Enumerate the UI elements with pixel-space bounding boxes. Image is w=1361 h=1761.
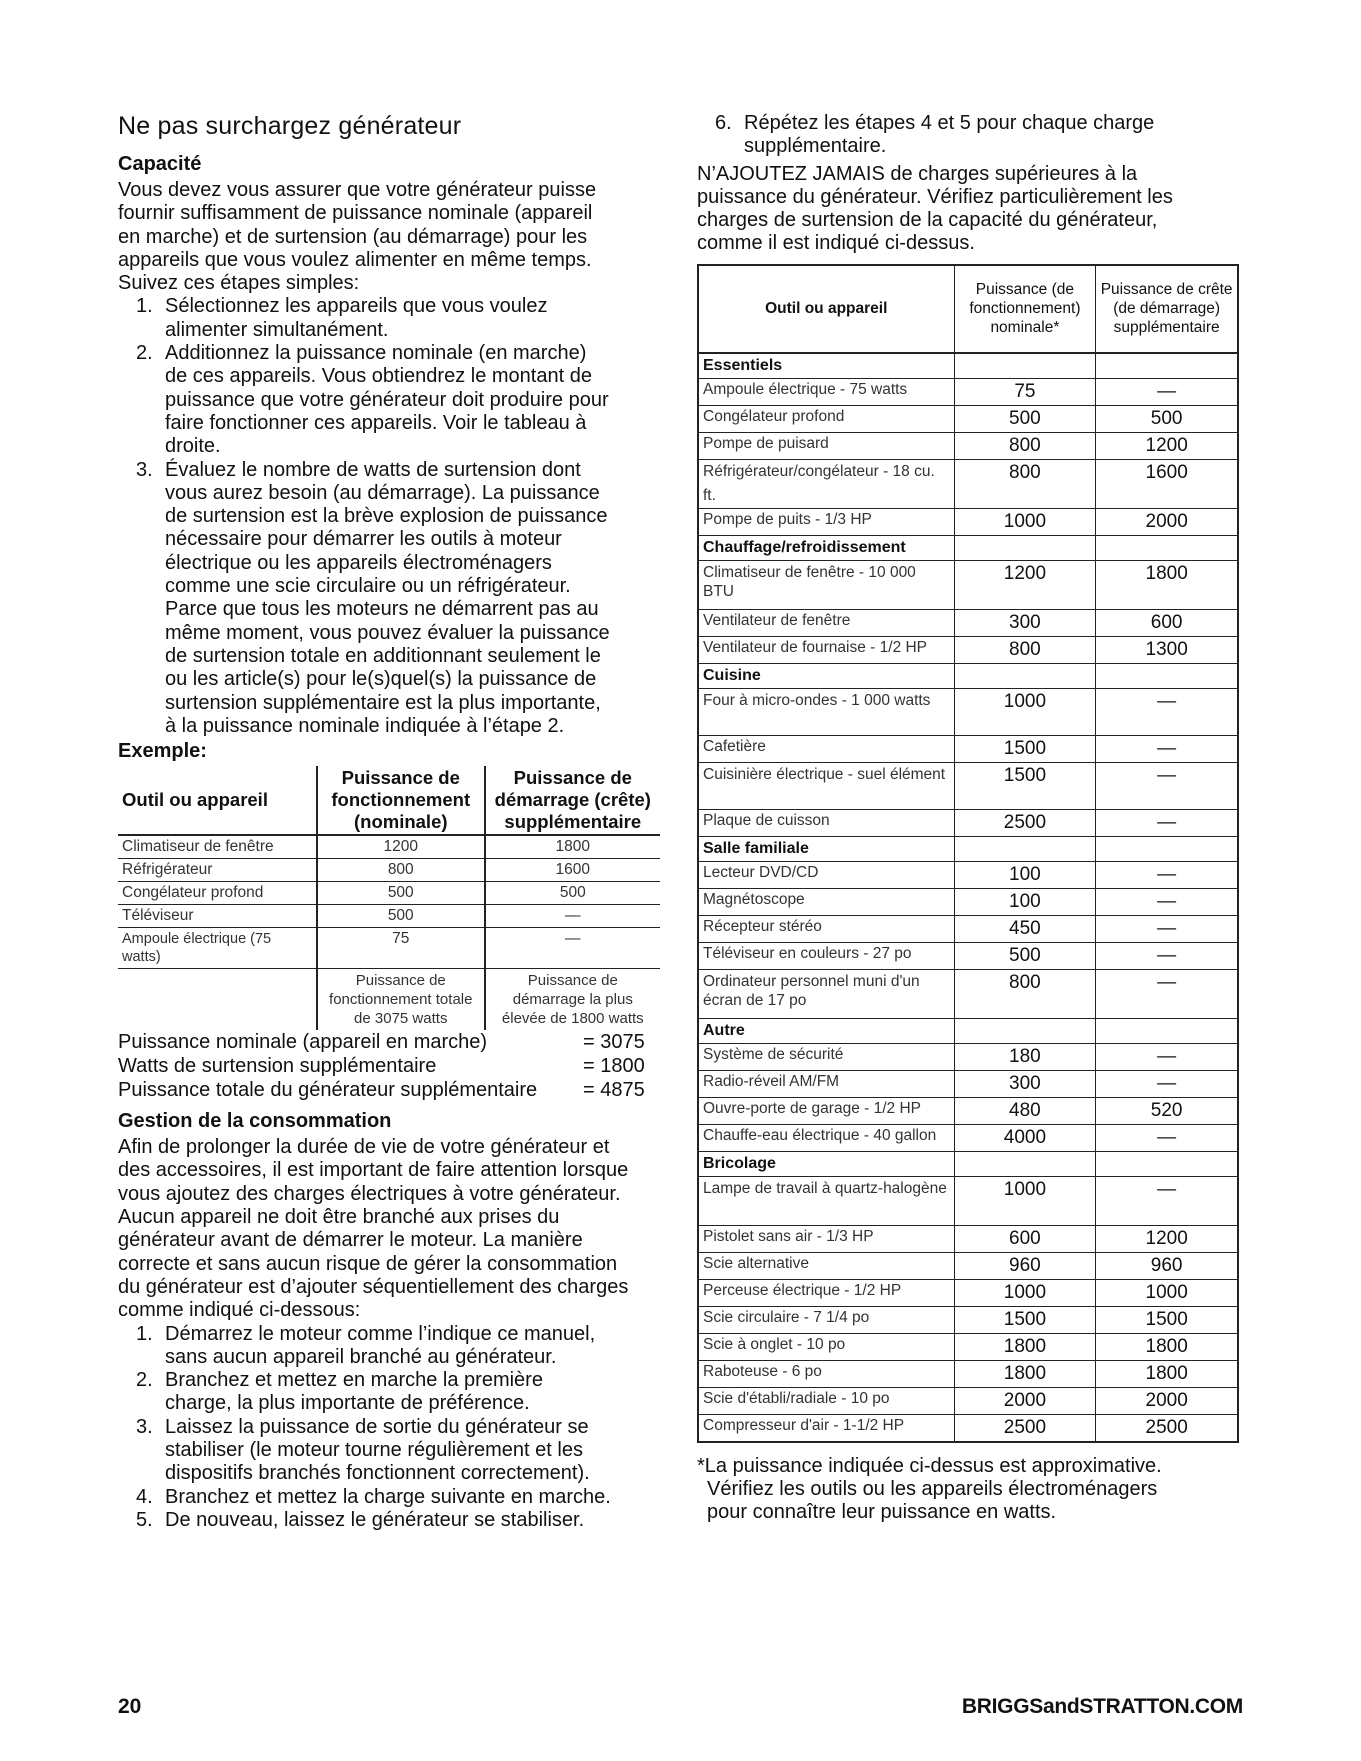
starting-watts-cell: 600: [1096, 609, 1238, 636]
starting-watts-cell: —: [1096, 969, 1238, 1018]
section-title: Ne pas surchargez générateur: [118, 112, 462, 140]
summary-label: Watts de surtension supplémentaire: [118, 1055, 437, 1078]
running-watts-cell: 800: [954, 636, 1096, 663]
text-line: appareils que vous voulez alimenter en même temps.: [118, 248, 592, 271]
text-line: charges de surtension de la capacité du générateur,: [697, 209, 1158, 232]
text-line: comme il est indiqué ci-dessus.: [697, 232, 975, 255]
table-row: [698, 609, 1238, 636]
category-label: Chauffage/refroidissement: [698, 535, 954, 560]
running-watts-cell: 500: [317, 882, 485, 905]
step-item: [118, 459, 663, 739]
summary-value: = 3075: [583, 1031, 645, 1054]
empty-cell: [1096, 663, 1238, 688]
running-watts-cell: 2500: [954, 1414, 1096, 1442]
step-item: [118, 1486, 663, 1509]
step-number: 2.: [136, 342, 153, 365]
empty-cell: [954, 663, 1096, 688]
text-line: Afin de prolonger la durée de vie de votre générateur et: [118, 1136, 610, 1159]
starting-watts-cell: —: [1096, 888, 1238, 915]
text-line: Additionnez la puissance nominale (en marche): [165, 342, 587, 365]
empty-cell: [954, 836, 1096, 861]
appliance-cell: Pistolet sans air - 1/3 HP: [698, 1225, 954, 1252]
running-watts-cell: 1000: [954, 1279, 1096, 1306]
appliance-cell: Téléviseur en couleurs - 27 po: [698, 942, 954, 969]
table-row: [118, 859, 660, 882]
starting-watts-cell: —: [1096, 942, 1238, 969]
appliance-cell: Ventilateur de fenêtre: [698, 609, 954, 636]
running-watts-cell: 800: [954, 969, 1096, 1018]
step-item: [118, 1369, 663, 1416]
appliance-cell: Ampoule électrique (75 watts): [118, 928, 317, 969]
starting-watts-cell: —: [1096, 378, 1238, 405]
table-row: [698, 1387, 1238, 1414]
appliance-cell: Scie à onglet - 10 po: [698, 1333, 954, 1360]
appliance-cell: Radio-réveil AM/FM: [698, 1070, 954, 1097]
starting-watts-cell: —: [1096, 809, 1238, 836]
table-row: [698, 1043, 1238, 1070]
text-line: de surtension totale en additionnant seulement le: [165, 644, 601, 667]
appliance-cell: Scie circulaire - 7 1/4 po: [698, 1306, 954, 1333]
table-body: [698, 353, 1238, 1442]
management-paragraph: [118, 1136, 663, 1322]
table-row: [698, 1360, 1238, 1387]
starting-watts-cell: —: [1096, 1124, 1238, 1151]
appliance-cell: Compresseur d'air - 1-1/2 HP: [698, 1414, 954, 1442]
category-label: Cuisine: [698, 663, 954, 688]
category-label: Salle familiale: [698, 836, 954, 861]
text-line: charge, la plus importante de préférence.: [165, 1392, 530, 1415]
appliance-cell: Scie d'établi/radiale - 10 po: [698, 1387, 954, 1414]
text-line: à la puissance nominale indiquée à l’étape 2.: [165, 714, 565, 737]
appliance-cell: Perceuse électrique - 1/2 HP: [698, 1279, 954, 1306]
appliance-cell: Magnétoscope: [698, 888, 954, 915]
table-row: [698, 735, 1238, 762]
starting-watts-cell: —: [1096, 861, 1238, 888]
table-row: [698, 888, 1238, 915]
appliance-cell: Réfrigérateur: [118, 859, 317, 882]
starting-watts-cell: 500: [485, 882, 660, 905]
summary-label: Puissance nominale (appareil en marche): [118, 1031, 488, 1054]
empty-cell: [1096, 353, 1238, 379]
running-watts-cell: 300: [954, 1070, 1096, 1097]
table-row: [698, 969, 1238, 1018]
starting-watts-cell: 1000: [1096, 1279, 1238, 1306]
category-row: [698, 663, 1238, 688]
text-line: Vérifiez les outils ou les appareils électroménagers: [707, 1477, 1158, 1500]
text-line: vous ajoutez des charges électriques à votre générateur.: [118, 1182, 621, 1205]
appliance-cell: Cuisinière électrique - suel élément: [698, 762, 954, 809]
starting-watts-cell: 520: [1096, 1097, 1238, 1124]
empty-cell: [954, 1018, 1096, 1043]
starting-watts-cell: 2500: [1096, 1414, 1238, 1442]
running-watts-cell: 300: [954, 609, 1096, 636]
table-row: [698, 861, 1238, 888]
table-header-row: [698, 265, 1238, 353]
starting-watts-cell: —: [485, 928, 660, 969]
running-watts-cell: 75: [954, 378, 1096, 405]
starting-watts-cell: —: [1096, 1176, 1238, 1225]
appliance-cell: Pompe de puits - 1/3 HP: [698, 508, 954, 535]
running-watts-cell: 1500: [954, 762, 1096, 809]
text-line: générateur avant de démarrer le moteur. La manière: [118, 1229, 583, 1252]
appliance-cell: Climatiseur de fenêtre - 10 000 BTU: [698, 560, 954, 609]
text-line: même moment, vous pouvez évaluer la puissance: [165, 621, 610, 644]
running-watts-cell: 180: [954, 1043, 1096, 1070]
running-watts-cell: 500: [954, 405, 1096, 432]
starting-watts-cell: 2000: [1096, 1387, 1238, 1414]
appliance-cell: Pompe de puisard: [698, 432, 954, 459]
text-line: droite.: [165, 435, 221, 458]
appliance-cell: Congélateur profond: [698, 405, 954, 432]
capacity-steps: [118, 295, 663, 738]
category-row: [698, 353, 1238, 379]
text-line: Laissez la puissance de sortie du générateur se: [165, 1415, 589, 1438]
text-line: Évaluez le nombre de watts de surtension dont: [165, 458, 581, 481]
continued-steps: [697, 112, 1242, 159]
table-row: [118, 928, 660, 969]
text-line: Démarrez le moteur comme l’indique ce manuel,: [165, 1322, 596, 1345]
running-watts-cell: 800: [954, 459, 1096, 508]
step-item: [118, 1416, 663, 1486]
starting-watts-cell: —: [485, 905, 660, 928]
table-row: [698, 1225, 1238, 1252]
text-line: du générateur est d’ajouter séquentiellement des charges: [118, 1275, 629, 1298]
text-line: supplémentaire.: [744, 135, 887, 158]
starting-watts-cell: —: [1096, 915, 1238, 942]
step-item: [697, 112, 1242, 159]
total-running-cell: Puissance de fonctionnement totale de 3075 watts: [317, 969, 485, 1031]
appliance-cell: Lecteur DVD/CD: [698, 861, 954, 888]
starting-watts-cell: 2000: [1096, 508, 1238, 535]
text-line: N’AJOUTEZ JAMAIS de charges supérieures à la: [697, 162, 1138, 185]
empty-cell: [1096, 1018, 1238, 1043]
management-steps: [118, 1323, 663, 1533]
empty-cell: [954, 353, 1096, 379]
appliance-cell: Ouvre-porte de garage - 1/2 HP: [698, 1097, 954, 1124]
appliance-cell: Téléviseur: [118, 905, 317, 928]
example-heading: Exemple:: [118, 740, 207, 763]
appliance-cell: Ampoule électrique - 75 watts: [698, 378, 954, 405]
table-row: [698, 459, 1238, 508]
column-header: Puissance de crête (de démarrage) supplémentaire: [1096, 265, 1238, 353]
empty-cell: [118, 969, 317, 1031]
text-line: De nouveau, laissez le générateur se stabiliser.: [165, 1508, 585, 1531]
text-line: Répétez les étapes 4 et 5 pour chaque charge: [744, 112, 1155, 134]
text-line: dispositifs branchés fonctionnent correctement).: [165, 1462, 590, 1485]
starting-watts-cell: 1800: [485, 835, 660, 859]
empty-cell: [1096, 535, 1238, 560]
appliance-cell: Système de sécurité: [698, 1043, 954, 1070]
starting-watts-cell: —: [1096, 762, 1238, 809]
text-line: Aucun appareil ne doit être branché aux prises du: [118, 1206, 560, 1229]
empty-cell: [1096, 1151, 1238, 1176]
starting-watts-cell: 1800: [1096, 1333, 1238, 1360]
text-line: en marche) et de surtension (au démarrage) pour les: [118, 225, 588, 248]
text-line: comme une scie circulaire ou un réfrigérateur.: [165, 575, 571, 598]
table-row: [118, 905, 660, 928]
text-line: Sélectionnez les appareils que vous voulez: [165, 295, 548, 318]
step-item: [118, 342, 663, 458]
text-line: surtension supplémentaire est la plus importante,: [165, 691, 601, 714]
running-watts-cell: 75: [317, 928, 485, 969]
running-watts-cell: 1200: [317, 835, 485, 859]
running-watts-cell: 1800: [954, 1333, 1096, 1360]
summary-line: [118, 1078, 663, 1102]
appliance-cell: Chauffe-eau électrique - 40 gallon: [698, 1124, 954, 1151]
wattage-reference-table: [697, 264, 1239, 1443]
example-table: [118, 766, 660, 1030]
empty-cell: [1096, 836, 1238, 861]
appliance-cell: Plaque de cuisson: [698, 809, 954, 836]
running-watts-cell: 500: [954, 942, 1096, 969]
table-row: [118, 882, 660, 905]
step-number: 6.: [715, 112, 732, 134]
text-line: correcte et sans aucun risque de gérer la consommation: [118, 1252, 618, 1275]
step-number: 2.: [136, 1369, 153, 1392]
text-line: vous aurez besoin (au démarrage). La puissance: [165, 481, 600, 504]
text-line: sans aucun appareil branché au générateur.: [165, 1345, 557, 1368]
website-link[interactable]: BRIGGSandSTRATTON.COM: [961, 1695, 1243, 1718]
category-label: Autre: [698, 1018, 954, 1043]
table-row: [698, 636, 1238, 663]
step-number: 5.: [136, 1508, 153, 1531]
column-header: Puissance (de fonctionnement) nominale*: [954, 265, 1096, 353]
running-watts-cell: 2500: [954, 809, 1096, 836]
page-number: 20: [118, 1695, 142, 1718]
text-line: Branchez et mettez en marche la première: [165, 1369, 543, 1392]
table-row: [698, 915, 1238, 942]
running-watts-cell: 500: [317, 905, 485, 928]
running-watts-cell: 480: [954, 1097, 1096, 1124]
starting-watts-cell: 1300: [1096, 636, 1238, 663]
category-row: [698, 1018, 1238, 1043]
appliance-cell: Climatiseur de fenêtre: [118, 835, 317, 859]
summary-line: [118, 1030, 663, 1054]
table-row: [698, 1176, 1238, 1225]
running-watts-cell: 2000: [954, 1387, 1096, 1414]
starting-watts-cell: 960: [1096, 1252, 1238, 1279]
text-line: Branchez et mettez la charge suivante en marche.: [165, 1485, 611, 1508]
step-number: 3.: [136, 458, 153, 481]
running-watts-cell: 600: [954, 1225, 1096, 1252]
text-line: pour connaître leur puissance en watts.: [707, 1500, 1057, 1523]
summary-line: [118, 1054, 663, 1078]
starting-watts-cell: 1200: [1096, 1225, 1238, 1252]
running-watts-cell: 1000: [954, 508, 1096, 535]
appliance-cell: Ordinateur personnel muni d'un écran de 17 po: [698, 969, 954, 1018]
text-line: ou les article(s) pour le(s)quel(s) la puissance de: [165, 668, 597, 691]
summary-value: = 1800: [583, 1055, 645, 1078]
starting-watts-cell: —: [1096, 1043, 1238, 1070]
summary-label: Puissance totale du générateur supplémentaire: [118, 1079, 538, 1102]
running-watts-cell: 1500: [954, 1306, 1096, 1333]
capacity-paragraph: [118, 179, 663, 295]
column-header: Outil ou appareil: [698, 265, 954, 353]
management-heading: Gestion de la consommation: [118, 1110, 392, 1133]
text-line: puissance que votre générateur doit produire pour: [165, 388, 609, 411]
text-line: Suivez ces étapes simples:: [118, 272, 360, 295]
appliance-cell: Four à micro-ondes - 1 000 watts: [698, 688, 954, 735]
appliance-cell: Réfrigérateur/congélateur - 18 cu. ft.: [698, 459, 954, 508]
text-line: alimenter simultanément.: [165, 318, 389, 341]
step-number: 4.: [136, 1485, 153, 1508]
table-row: [698, 1124, 1238, 1151]
table-header-row: [118, 766, 660, 835]
running-watts-cell: 100: [954, 888, 1096, 915]
capacity-heading: Capacité: [118, 153, 202, 175]
step-number: 1.: [136, 295, 153, 318]
category-row: [698, 535, 1238, 560]
text-line: *La puissance indiquée ci-dessus est approximative.: [697, 1454, 1162, 1477]
table-row: [698, 1097, 1238, 1124]
appliance-cell: Lampe de travail à quartz-halogène: [698, 1176, 954, 1225]
running-watts-cell: 1500: [954, 735, 1096, 762]
starting-watts-cell: 1600: [485, 859, 660, 882]
starting-watts-cell: —: [1096, 688, 1238, 735]
table-row: [698, 378, 1238, 405]
table-row: [698, 688, 1238, 735]
empty-cell: [954, 1151, 1096, 1176]
running-watts-cell: 450: [954, 915, 1096, 942]
category-label: Essentiels: [698, 353, 954, 379]
table-row: [698, 809, 1238, 836]
table-row: [118, 835, 660, 859]
step-number: 3.: [136, 1415, 153, 1438]
appliance-cell: Récepteur stéréo: [698, 915, 954, 942]
table-row: [698, 1414, 1238, 1442]
running-watts-cell: 100: [954, 861, 1096, 888]
column-header: Puissance de fonctionnement (nominale): [317, 766, 485, 835]
text-line: fournir suffisamment de puissance nominale (appareil: [118, 202, 593, 225]
table-row: [698, 508, 1238, 535]
running-watts-cell: 960: [954, 1252, 1096, 1279]
appliance-cell: Cafetière: [698, 735, 954, 762]
step-item: [118, 1323, 663, 1370]
text-line: faire fonctionner ces appareils. Voir le tableau à: [165, 411, 587, 434]
empty-cell: [954, 535, 1096, 560]
step-number: 1.: [136, 1322, 153, 1345]
step-item: [118, 1509, 663, 1532]
text-line: comme indiqué ci-dessous:: [118, 1299, 361, 1322]
table-row: [698, 1333, 1238, 1360]
category-row: [698, 836, 1238, 861]
text-line: électrique ou les appareils électroménagers: [165, 551, 552, 574]
starting-watts-cell: 1200: [1096, 432, 1238, 459]
running-watts-cell: 800: [954, 432, 1096, 459]
running-watts-cell: 1800: [954, 1360, 1096, 1387]
starting-watts-cell: —: [1096, 1070, 1238, 1097]
appliance-cell: Scie alternative: [698, 1252, 954, 1279]
running-watts-cell: 4000: [954, 1124, 1096, 1151]
text-line: Vous devez vous assurer que votre générateur puisse: [118, 179, 597, 201]
text-line: de surtension est la brève explosion de puissance: [165, 505, 608, 528]
category-row: [698, 1151, 1238, 1176]
running-watts-cell: 1200: [954, 560, 1096, 609]
running-watts-cell: 1000: [954, 688, 1096, 735]
text-line: stabiliser (le moteur tourne régulièrement et les: [165, 1438, 583, 1461]
table-row: [698, 1279, 1238, 1306]
appliance-cell: Raboteuse - 6 po: [698, 1360, 954, 1387]
right-column: [697, 112, 1242, 1524]
text-line: Parce que tous les moteurs ne démarrent pas au: [165, 598, 599, 621]
table-row: [698, 1306, 1238, 1333]
table-row: [698, 1070, 1238, 1097]
table-row: [698, 762, 1238, 809]
starting-watts-cell: 1600: [1096, 459, 1238, 508]
column-header: Outil ou appareil: [118, 766, 317, 835]
appliance-cell: Ventilateur de fournaise - 1/2 HP: [698, 636, 954, 663]
text-line: puissance du générateur. Vérifiez particulièrement les: [697, 185, 1173, 208]
starting-watts-cell: 1500: [1096, 1306, 1238, 1333]
category-label: Bricolage: [698, 1151, 954, 1176]
total-surge-cell: Puissance de démarrage la plus élevée de 1800 watts: [485, 969, 660, 1031]
summary-value: = 4875: [583, 1079, 645, 1102]
warning-paragraph: [697, 163, 1242, 256]
table-row: [698, 560, 1238, 609]
totals-row: [118, 969, 660, 1031]
column-header: Puissance de démarrage (crête) supplémentaire: [485, 766, 660, 835]
table-row: [698, 942, 1238, 969]
table-row: [698, 405, 1238, 432]
starting-watts-cell: —: [1096, 735, 1238, 762]
running-watts-cell: 1000: [954, 1176, 1096, 1225]
footnote: [697, 1455, 1242, 1524]
step-item: [118, 295, 663, 342]
text-line: des accessoires, il est important de faire attention lorsque: [118, 1159, 629, 1182]
table-row: [698, 432, 1238, 459]
appliance-cell: Congélateur profond: [118, 882, 317, 905]
text-line: de ces appareils. Vous obtiendrez le montant de: [165, 365, 592, 388]
summary-block: [118, 1030, 663, 1102]
starting-watts-cell: 1800: [1096, 1360, 1238, 1387]
left-column: [118, 112, 663, 1532]
starting-watts-cell: 500: [1096, 405, 1238, 432]
table-row: [698, 1252, 1238, 1279]
running-watts-cell: 800: [317, 859, 485, 882]
text-line: nécessaire pour démarrer les outils à moteur: [165, 528, 562, 551]
starting-watts-cell: 1800: [1096, 560, 1238, 609]
